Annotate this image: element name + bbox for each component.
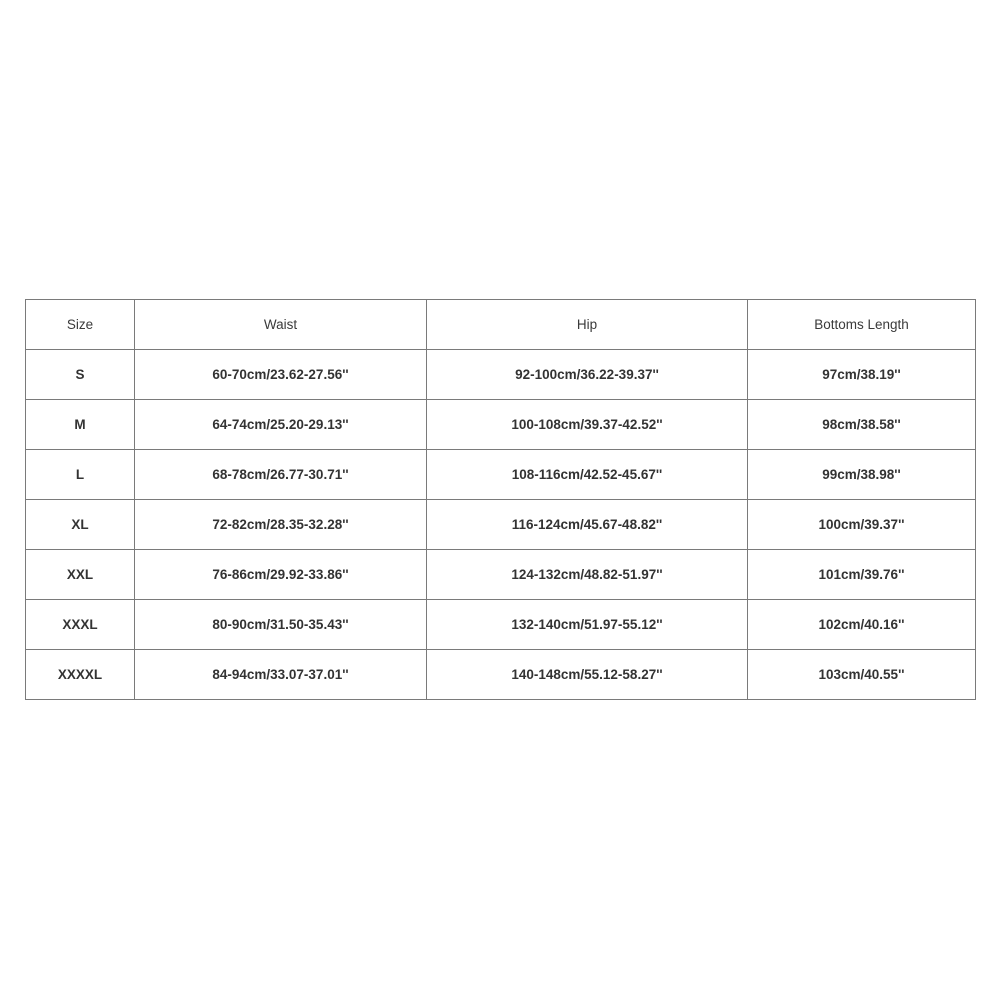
cell-hip: 124-132cm/48.82-51.97'' <box>427 550 748 600</box>
cell-bottoms-length: 103cm/40.55'' <box>748 650 976 700</box>
table-header <box>26 300 976 350</box>
cell-hip: 116-124cm/45.67-48.82'' <box>427 500 748 550</box>
table-row <box>26 350 976 400</box>
cell-bottoms-length: 100cm/39.37'' <box>748 500 976 550</box>
cell-hip: 132-140cm/51.97-55.12'' <box>427 600 748 650</box>
cell-size: S <box>26 350 135 400</box>
table-row <box>26 500 976 550</box>
cell-bottoms-length: 98cm/38.58'' <box>748 400 976 450</box>
header-hip: Hip <box>427 300 748 350</box>
cell-size: XXL <box>26 550 135 600</box>
table-row <box>26 400 976 450</box>
size-chart-table <box>25 299 976 700</box>
cell-hip: 100-108cm/39.37-42.52'' <box>427 400 748 450</box>
header-waist: Waist <box>135 300 427 350</box>
table-body <box>26 350 976 700</box>
cell-waist: 84-94cm/33.07-37.01'' <box>135 650 427 700</box>
header-bottoms-length: Bottoms Length <box>748 300 976 350</box>
cell-waist: 80-90cm/31.50-35.43'' <box>135 600 427 650</box>
cell-waist: 76-86cm/29.92-33.86'' <box>135 550 427 600</box>
table-row <box>26 550 976 600</box>
cell-bottoms-length: 101cm/39.76'' <box>748 550 976 600</box>
cell-hip: 108-116cm/42.52-45.67'' <box>427 450 748 500</box>
table-row <box>26 450 976 500</box>
cell-size: M <box>26 400 135 450</box>
cell-size: L <box>26 450 135 500</box>
cell-hip: 140-148cm/55.12-58.27'' <box>427 650 748 700</box>
header-row <box>26 300 976 350</box>
cell-size: XXXXL <box>26 650 135 700</box>
table-row <box>26 600 976 650</box>
cell-bottoms-length: 99cm/38.98'' <box>748 450 976 500</box>
cell-bottoms-length: 102cm/40.16'' <box>748 600 976 650</box>
cell-hip: 92-100cm/36.22-39.37'' <box>427 350 748 400</box>
cell-bottoms-length: 97cm/38.19'' <box>748 350 976 400</box>
cell-waist: 72-82cm/28.35-32.28'' <box>135 500 427 550</box>
cell-size: XXXL <box>26 600 135 650</box>
header-size: Size <box>26 300 135 350</box>
table-row <box>26 650 976 700</box>
cell-size: XL <box>26 500 135 550</box>
cell-waist: 60-70cm/23.62-27.56'' <box>135 350 427 400</box>
cell-waist: 68-78cm/26.77-30.71'' <box>135 450 427 500</box>
cell-waist: 64-74cm/25.20-29.13'' <box>135 400 427 450</box>
